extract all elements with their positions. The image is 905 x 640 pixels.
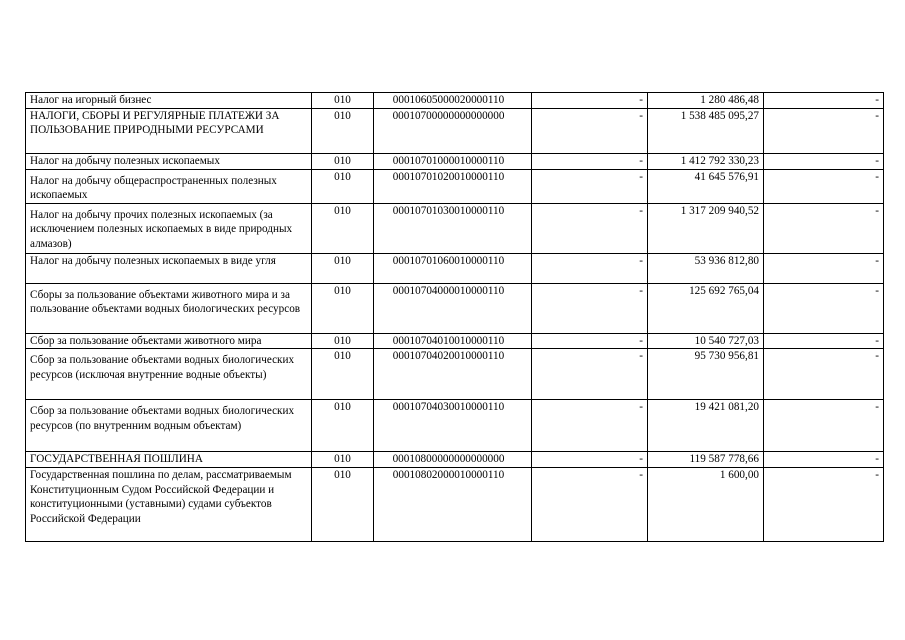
row-value-b: 95 730 956,81 [648, 349, 764, 400]
row-value-c: - [764, 108, 884, 153]
row-value-b: 1 280 486,48 [648, 93, 764, 109]
row-revenue-code: 00010701060010000110 [374, 253, 532, 283]
row-value-b: 1 412 792 330,23 [648, 153, 764, 169]
table-row [26, 203, 884, 253]
row-value-c: - [764, 283, 884, 333]
revenue-report-table [25, 92, 884, 542]
row-value-b: 53 936 812,80 [648, 253, 764, 283]
row-value-a: - [532, 283, 648, 333]
table-row [26, 468, 884, 542]
row-line-code: 010 [312, 93, 374, 109]
row-value-b: 125 692 765,04 [648, 283, 764, 333]
row-revenue-code: 00010701030010000110 [374, 203, 532, 253]
row-name: Сбор за пользование объектами животного мира [26, 333, 312, 349]
row-revenue-code: 00010701020010000110 [374, 169, 532, 203]
row-value-c: - [764, 452, 884, 468]
row-revenue-code: 00010700000000000000 [374, 108, 532, 153]
row-name: Налог на добычу общераспространенных полезных ископаемых [26, 169, 312, 203]
row-name: Налог на игорный бизнес [26, 93, 312, 109]
table-row [26, 253, 884, 283]
row-value-a: - [532, 468, 648, 542]
row-value-c: - [764, 203, 884, 253]
row-line-code: 010 [312, 452, 374, 468]
row-name: Сбор за пользование объектами водных биологических ресурсов (исключая внутренние водные объекты) [26, 349, 312, 400]
row-line-code: 010 [312, 333, 374, 349]
row-line-code: 010 [312, 153, 374, 169]
row-value-b: 119 587 778,66 [648, 452, 764, 468]
row-value-a: - [532, 452, 648, 468]
row-value-c: - [764, 153, 884, 169]
table-row [26, 169, 884, 203]
row-revenue-code: 00010704000010000110 [374, 283, 532, 333]
row-line-code: 010 [312, 283, 374, 333]
row-line-code: 010 [312, 169, 374, 203]
table-row [26, 153, 884, 169]
row-value-a: - [532, 108, 648, 153]
row-value-a: - [532, 153, 648, 169]
row-value-b: 10 540 727,03 [648, 333, 764, 349]
table-row [26, 349, 884, 400]
row-revenue-code: 00010701000010000110 [374, 153, 532, 169]
row-name: Налог на добычу полезных ископаемых [26, 153, 312, 169]
row-value-c: - [764, 468, 884, 542]
row-value-b: 1 600,00 [648, 468, 764, 542]
row-name: Сбор за пользование объектами водных биологических ресурсов (по внутренним водным объектам) [26, 400, 312, 452]
row-value-a: - [532, 93, 648, 109]
row-line-code: 010 [312, 108, 374, 153]
row-value-b: 1 538 485 095,27 [648, 108, 764, 153]
row-revenue-code: 00010605000020000110 [374, 93, 532, 109]
row-value-a: - [532, 169, 648, 203]
row-value-b: 19 421 081,20 [648, 400, 764, 452]
table-row [26, 452, 884, 468]
row-name: НАЛОГИ, СБОРЫ И РЕГУЛЯРНЫЕ ПЛАТЕЖИ ЗА ПОЛЬЗОВАНИЕ ПРИРОДНЫМИ РЕСУРСАМИ [26, 108, 312, 153]
row-line-code: 010 [312, 349, 374, 400]
row-value-a: - [532, 333, 648, 349]
row-revenue-code: 00010704020010000110 [374, 349, 532, 400]
row-value-c: - [764, 400, 884, 452]
row-name: Сборы за пользование объектами животного мира и за пользование объектами водных биологических ресурсов [26, 283, 312, 333]
row-value-c: - [764, 333, 884, 349]
row-name: Налог на добычу полезных ископаемых в виде угля [26, 253, 312, 283]
row-value-a: - [532, 203, 648, 253]
row-revenue-code: 00010802000010000110 [374, 468, 532, 542]
row-value-c: - [764, 93, 884, 109]
table-row [26, 400, 884, 452]
row-value-b: 41 645 576,91 [648, 169, 764, 203]
table-row [26, 93, 884, 109]
row-name: ГОСУДАРСТВЕННАЯ ПОШЛИНА [26, 452, 312, 468]
row-line-code: 010 [312, 400, 374, 452]
row-value-a: - [532, 349, 648, 400]
row-value-b: 1 317 209 940,52 [648, 203, 764, 253]
row-revenue-code: 00010704030010000110 [374, 400, 532, 452]
row-revenue-code: 00010800000000000000 [374, 452, 532, 468]
row-revenue-code: 00010704010010000110 [374, 333, 532, 349]
row-value-c: - [764, 169, 884, 203]
row-line-code: 010 [312, 253, 374, 283]
table-row [26, 333, 884, 349]
row-value-c: - [764, 253, 884, 283]
table-row [26, 283, 884, 333]
row-value-c: - [764, 349, 884, 400]
row-line-code: 010 [312, 468, 374, 542]
row-value-a: - [532, 400, 648, 452]
table-row [26, 108, 884, 153]
row-line-code: 010 [312, 203, 374, 253]
row-name: Государственная пошлина по делам, рассматриваемым Конституционным Судом Российской Федерации и конституционными (уставными) судами субъектов Российской Федерации [26, 468, 312, 542]
row-value-a: - [532, 253, 648, 283]
row-name: Налог на добычу прочих полезных ископаемых (за исключением полезных ископаемых в виде природных алмазов) [26, 203, 312, 253]
